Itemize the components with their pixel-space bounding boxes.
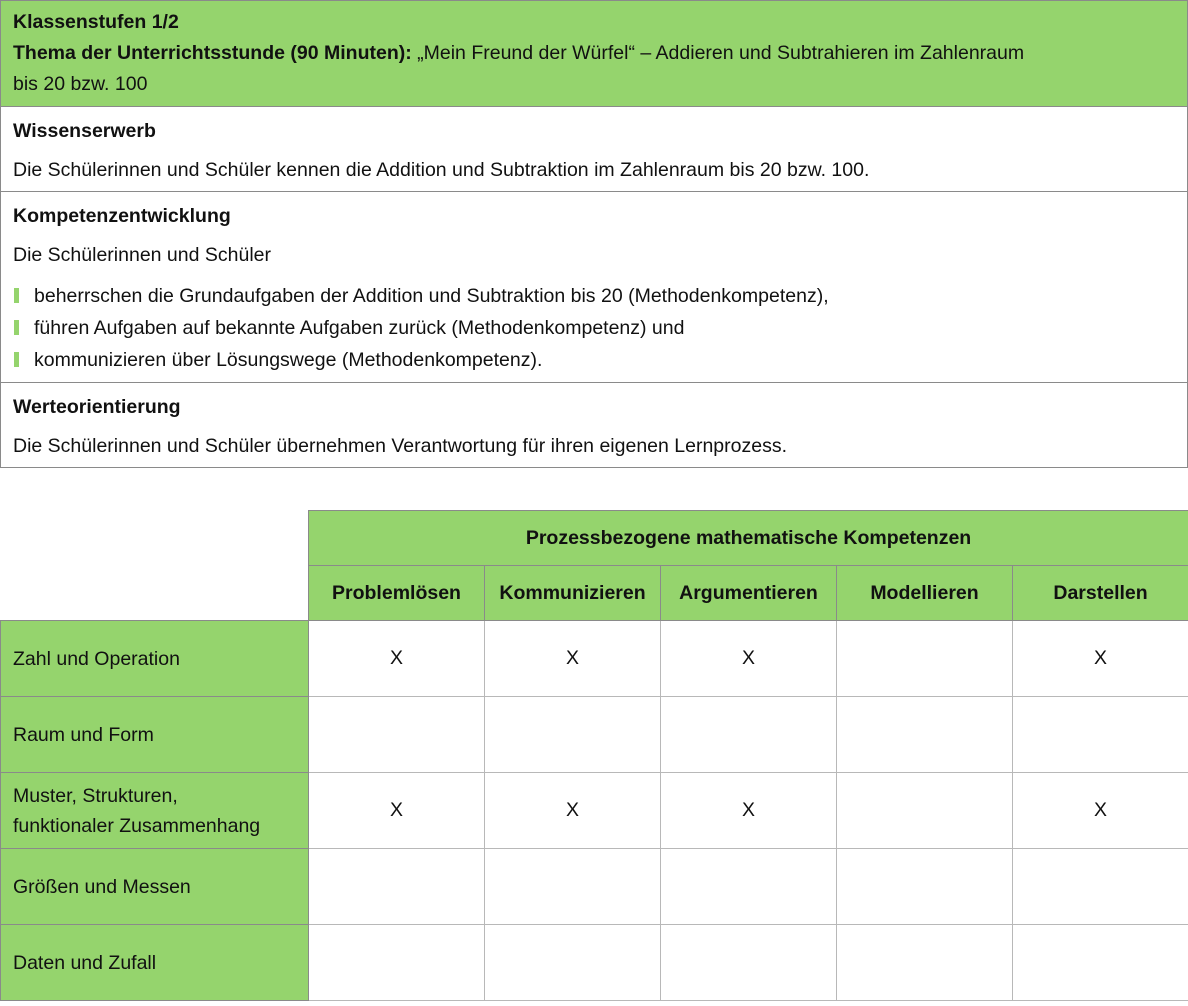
matrix-cell: X <box>309 773 485 849</box>
lesson-header <box>1 1 1188 107</box>
matrix-cell <box>485 849 661 925</box>
matrix-cell: X <box>661 773 837 849</box>
matrix-cell <box>309 925 485 1001</box>
matrix-cell: X <box>661 621 837 697</box>
matrix-cell <box>837 773 1013 849</box>
table-row <box>1 621 1188 697</box>
matrix-cell <box>485 925 661 1001</box>
matrix-corner <box>1 566 309 621</box>
values-title: Werteorientierung <box>13 396 181 418</box>
row-header: Raum und Form <box>1 697 309 773</box>
row-header-line: Muster, Strukturen, <box>13 784 178 807</box>
knowledge-title: Wissenserwerb <box>13 120 156 142</box>
row-header: Zahl und Operation <box>1 621 309 697</box>
knowledge-section <box>1 107 1188 192</box>
topic-text: „Mein Freund der Würfel“ – Addieren und Subtrahieren im Zahlenraum <box>411 42 1025 64</box>
list-item: führen Aufgaben auf bekannte Aufgaben zurück (Methodenkompetenz) und <box>13 312 1175 344</box>
table-row <box>1 773 1188 849</box>
row-header <box>1 773 309 849</box>
matrix-cell: X <box>485 773 661 849</box>
values-section <box>1 383 1188 468</box>
column-header: Kommunizieren <box>485 566 661 621</box>
row-header: Daten und Zufall <box>1 925 309 1001</box>
matrix-cell <box>837 925 1013 1001</box>
matrix-cell <box>661 697 837 773</box>
row-header: Größen und Messen <box>1 849 309 925</box>
competence-section <box>1 192 1188 383</box>
bullet-bar-icon <box>14 320 19 335</box>
lesson-topic <box>13 38 1175 69</box>
list-item: beherrschen die Grundaufgaben der Addition und Subtraktion bis 20 (Methodenkompetenz), <box>13 280 1175 312</box>
column-header: Darstellen <box>1013 566 1188 621</box>
table-row <box>1 849 1188 925</box>
competence-matrix <box>0 510 1188 1001</box>
grade-level: Klassenstufen 1/2 <box>13 11 179 33</box>
competence-intro: Die Schülerinnen und Schüler <box>13 244 271 266</box>
matrix-cell: X <box>1013 621 1188 697</box>
matrix-cell: X <box>1013 773 1188 849</box>
matrix-cell <box>661 925 837 1001</box>
column-header: Modellieren <box>837 566 1013 621</box>
matrix-title: Prozessbezogene mathematische Kompetenzen <box>309 511 1188 566</box>
column-header: Argumentieren <box>661 566 837 621</box>
topic-label: Thema der Unterrichtsstunde (90 Minuten): <box>13 42 412 64</box>
bullet-bar-icon <box>14 288 19 303</box>
row-header-line: funktionaler Zusammenhang <box>13 814 261 837</box>
matrix-cell <box>485 697 661 773</box>
matrix-cell <box>309 849 485 925</box>
values-text: Die Schülerinnen und Schüler übernehmen Verantwortung für ihren eigenen Lernprozess. <box>13 435 787 457</box>
topic-text-continued: bis 20 bzw. 100 <box>13 73 148 95</box>
lesson-plan-table <box>0 0 1188 468</box>
matrix-cell <box>1013 925 1188 1001</box>
matrix-cell <box>309 697 485 773</box>
competence-list <box>13 280 1175 376</box>
matrix-cell: X <box>309 621 485 697</box>
matrix-cell <box>837 849 1013 925</box>
column-header: Problemlösen <box>309 566 485 621</box>
table-row <box>1 697 1188 773</box>
matrix-corner <box>1 511 309 566</box>
table-row <box>1 925 1188 1001</box>
competence-title: Kompetenzentwicklung <box>13 205 231 227</box>
matrix-cell <box>1013 849 1188 925</box>
matrix-cell <box>661 849 837 925</box>
matrix-cell <box>837 621 1013 697</box>
bullet-bar-icon <box>14 352 19 367</box>
knowledge-text: Die Schülerinnen und Schüler kennen die Addition und Subtraktion im Zahlenraum bis 20 bzw. 100. <box>13 159 870 181</box>
matrix-cell <box>1013 697 1188 773</box>
list-item: kommunizieren über Lösungswege (Methodenkompetenz). <box>13 344 1175 376</box>
matrix-cell: X <box>485 621 661 697</box>
matrix-cell <box>837 697 1013 773</box>
